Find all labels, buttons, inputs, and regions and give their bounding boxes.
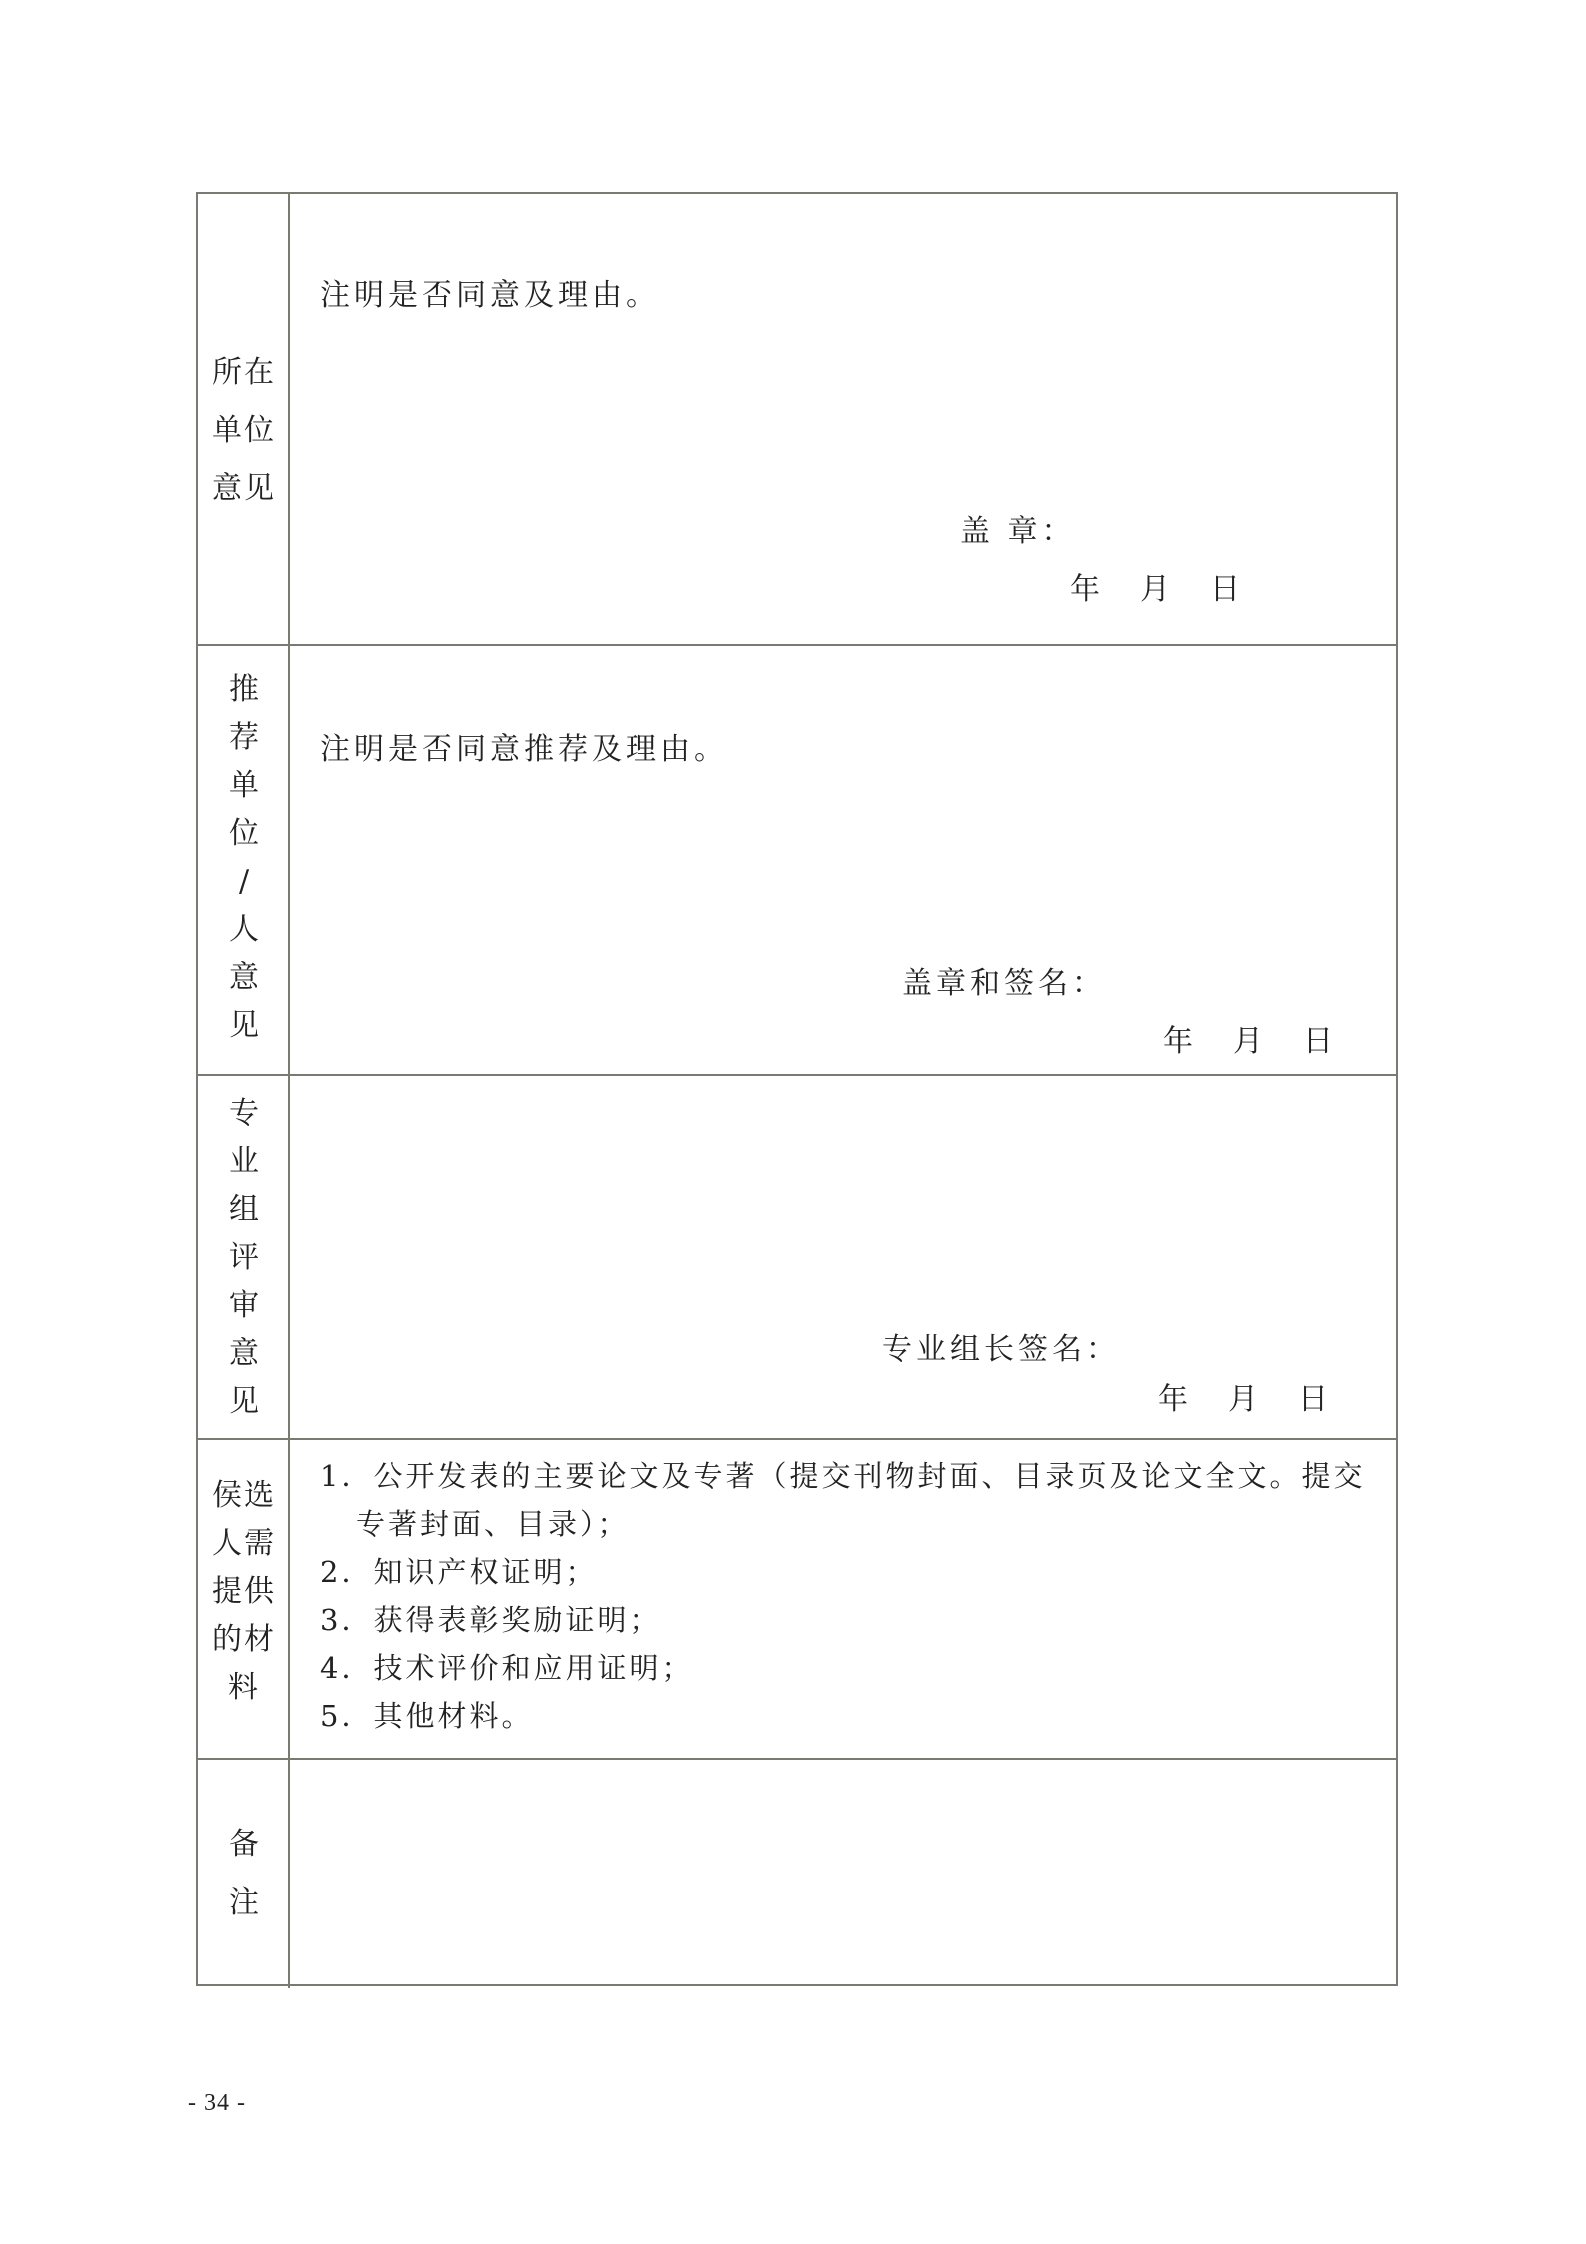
row-remarks <box>198 1760 1396 1988</box>
label-char: 人 <box>229 912 259 947</box>
list-item: 5．其他材料。 <box>320 1699 534 1733</box>
date-month: 月 <box>1228 1382 1262 1417</box>
label-char: 专 <box>229 1096 259 1131</box>
row-recommender-opinion <box>198 646 1396 1076</box>
label-cell-expert-opinion <box>198 1076 290 1438</box>
list-item-continuation: 专著封面、目录）； <box>356 1507 630 1541</box>
date-day: 日 <box>1303 1024 1337 1059</box>
label-recommender-opinion <box>198 666 290 1050</box>
label-char: 单 <box>229 768 259 803</box>
label-cell-required-materials <box>198 1440 290 1758</box>
list-item: 3．获得表彰奖励证明； <box>320 1603 662 1637</box>
label-cell-unit-opinion <box>198 194 290 644</box>
label-remarks <box>198 1816 290 1932</box>
label-char: 见 <box>229 1384 259 1419</box>
date-line <box>1163 1016 1373 1060</box>
date-day: 日 <box>1298 1382 1332 1417</box>
materials-list <box>320 1452 1365 1740</box>
date-year: 年 <box>1070 572 1104 607</box>
label-expert-opinion <box>198 1090 290 1426</box>
group-leader-signature-label: 专业组长签名： <box>882 1332 1120 1367</box>
label-unit-opinion: 所在单位意见 <box>212 355 276 506</box>
content-cell-unit-opinion <box>290 194 1396 644</box>
label-char: 意 <box>229 1336 259 1371</box>
label-char: 评 <box>229 1240 259 1275</box>
date-line <box>1158 1374 1368 1418</box>
page-number: - 34 - <box>188 2090 246 2116</box>
label-cell-remarks <box>198 1760 290 1988</box>
date-year: 年 <box>1163 1024 1197 1059</box>
content-cell-recommender-opinion <box>290 646 1396 1074</box>
label-char: / <box>238 864 250 899</box>
application-form-table <box>196 192 1398 1986</box>
content-cell-required-materials <box>290 1440 1396 1758</box>
label-char: 备 <box>229 1827 259 1862</box>
label-char: 位 <box>229 816 259 851</box>
label-char: 荐 <box>229 720 259 755</box>
label-required-materials: 侯选人需提供的材料 <box>212 1478 276 1705</box>
label-char: 业 <box>229 1144 259 1179</box>
label-char: 推 <box>229 672 259 707</box>
list-item: 1．公开发表的主要论文及专著（提交刊物封面、目录页及论文全文。提交 <box>320 1459 1366 1493</box>
seal-label: 盖 章： <box>960 514 1076 549</box>
date-month: 月 <box>1233 1024 1267 1059</box>
seal-signature-label: 盖章和签名： <box>902 966 1106 1001</box>
label-char: 注 <box>229 1885 259 1920</box>
row-expert-opinion <box>198 1076 1396 1440</box>
content-cell-expert-opinion <box>290 1076 1396 1438</box>
row-unit-opinion <box>198 194 1396 646</box>
date-line <box>1070 564 1280 608</box>
note-unit-opinion: 注明是否同意及理由。 <box>320 278 660 313</box>
label-cell-recommender-opinion <box>198 646 290 1074</box>
content-cell-remarks <box>290 1760 1396 1988</box>
label-char: 组 <box>229 1192 259 1227</box>
row-required-materials <box>198 1440 1396 1760</box>
label-char: 审 <box>229 1288 259 1323</box>
label-char: 意 <box>229 960 259 995</box>
note-recommender-opinion: 注明是否同意推荐及理由。 <box>320 732 728 767</box>
label-char: 见 <box>229 1008 259 1043</box>
list-item: 2．知识产权证明； <box>320 1555 598 1589</box>
date-month: 月 <box>1140 572 1174 607</box>
date-year: 年 <box>1158 1382 1192 1417</box>
list-item: 4．技术评价和应用证明； <box>320 1651 694 1685</box>
date-day: 日 <box>1210 572 1244 607</box>
